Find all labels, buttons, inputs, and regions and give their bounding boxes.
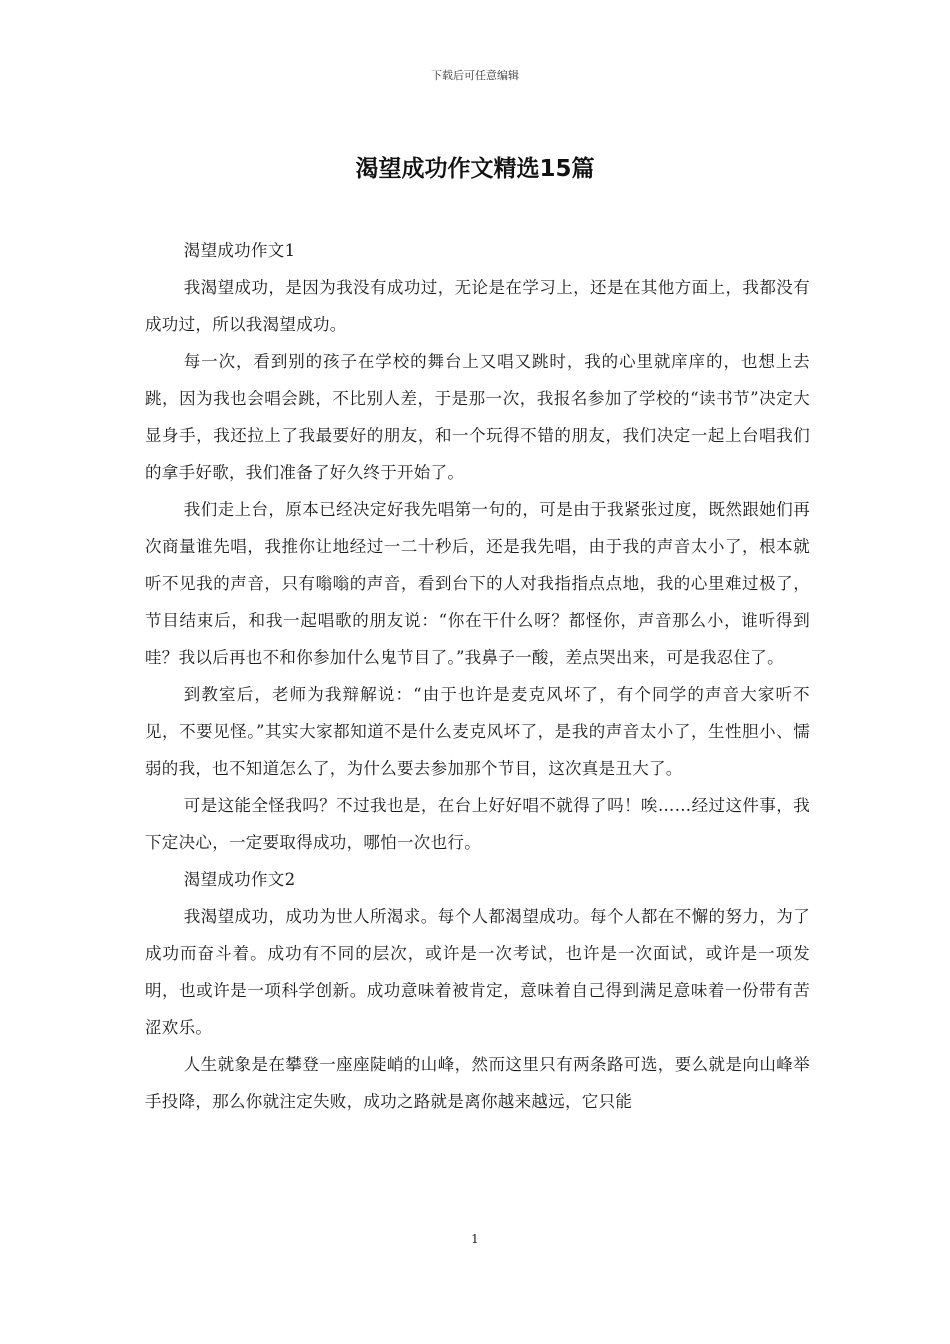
paragraph: 我渴望成功，成功为世人所渴求。每个人都渴望成功。每个人都在不懈的努力，为了成功而奋斗着。成功有不同的层次，或许是一次考试，也许是一次面试，或许是一项发明，也或许是一项科学创新。成功意味着被肯定，意味着自己得到满足意味着一份带有苦涩欢乐。: [145, 907, 810, 1037]
paragraph: 每一次，看到别的孩子在学校的舞台上又唱又跳时，我的心里就庠庠的，也想上去跳，因为我也会唱会跳，不比别人差，于是那一次，我报名参加了学校的“读书节”决定大显身手，我还拉上了我最要好的朋友，和一个玩得不错的朋友，我们决定一起上台唱我们的拿手好歌，我们准备了好久终于开始了。: [145, 352, 810, 482]
paragraph: 我渴望成功，是因为我没有成功过，无论是在学习上，还是在其他方面上，我都没有成功过，所以我渴望成功。: [145, 278, 810, 334]
document-body: [145, 232, 810, 1120]
paragraph: 人生就象是在攀登一座座陡峭的山峰，然而这里只有两条路可选，要么就是向山峰举手投降，那么你就注定失败，成功之路就是离你越来越远，它只能: [145, 1055, 810, 1111]
section-heading: 渴望成功作文1: [183, 241, 296, 260]
document-title: 渴望成功作文精选15篇: [355, 156, 595, 182]
page-number: 1: [471, 1232, 479, 1246]
paragraph: 到教室后，老师为我辩解说：“由于也许是麦克风坏了，有个同学的声音大家听不见，不要见怪。”其实大家都知道不是什么麦克风坏了，是我的声音太小了，生性胆小、懦弱的我，也不知道怎么了，为什么要去参加那个节目，这次真是丑大了。: [145, 685, 810, 778]
section-heading: 渴望成功作文2: [183, 870, 296, 889]
paragraph: 我们走上台，原本已经决定好我先唱第一句的，可是由于我紧张过度，既然跟她们再次商量谁先唱，我推你让地经过一二十秒后，还是我先唱，由于我的声音太小了，根本就听不见我的声音，只有嗡嗡的声音，看到台下的人对我指指点点地，我的心里难过极了，节目结束后，和我一起唱歌的朋友说：“你在干什么呀？都怪你，声音那么小，谁听得到哇？我以后再也不和你参加什么鬼节目了。”我鼻子一酸，差点哭出来，可是我忍住了。: [145, 500, 810, 667]
paragraph: 可是这能全怪我吗？不过我也是，在台上好好唱不就得了吗！唉……经过这件事，我下定决心，一定要取得成功，哪怕一次也行。: [145, 796, 810, 852]
header-note: 下载后可任意编辑: [431, 69, 519, 82]
